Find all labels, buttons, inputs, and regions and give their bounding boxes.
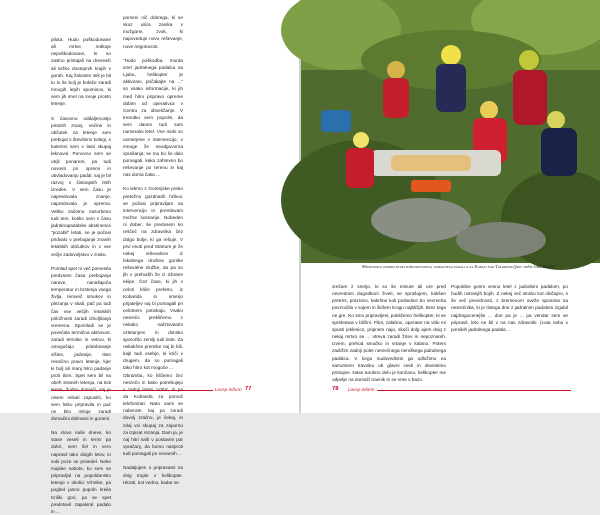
right-column-2 xyxy=(451,283,568,333)
caption-credit: (foto: arhiv GRZ Bohinj) xyxy=(513,264,556,269)
rescue-photo xyxy=(301,0,600,263)
left-column-2 xyxy=(123,14,183,486)
footer-rule xyxy=(51,390,231,391)
left-column-1 xyxy=(51,36,111,515)
left-footer xyxy=(0,384,299,398)
paragraph: Nadaljujem s pripravami na dvig truple v helikopter. Hkrati, kot vedno, kadar se xyxy=(123,465,183,485)
paragraph: Ko letimo z Gorenjske preko pretežno gozdnatih hribov, se počasi pripravljam na intervencijo in premlevam možne scenarije. Nobeden ni dober, še predvsem ko reščeč na zdravnika čez dolgo bolje, ki ga rešuje. V prvi enoti pred Startom je že nekaj reševalcev iz lokalnega društva gorske reševalne službe, da pa so jih v prehodih že iz izbrane ekipe. Čez čase, ki jih v celoti kliče prehitro, iz Kobarida in smerjo prijateljev naj bi pomagali pri celotnem potiskaju. Vsako nesrečo prekličemo z nekako načrtovanim vzletanjem in dimsko sporočilo zemlji tudi tiste. Za nekakšne premike naj bi bili, kajti tudi osebje, ki kriči v drugem, da so pomagali tako hitro kot mogoče ... xyxy=(123,186,183,371)
paragraph: "Hudo poškodba, morda smrt jadralnega padalca na Ljubu, helikopter je aktivirani, pričakajte na ..." so vsako informacije, ki jih med hitro pripravo opreme dobim od operativca v Centru za obveščanje. V trenutku sem popolni, da sem danes tudi sam numeralni letel. Vse mirki so usmerjene v intervencijo, v mnoge že neodgovorna vprašanja: se mu bo še dalo pomagati, kako zahtevno bo reševanje po terenu in kaj nas doma čaka ... xyxy=(123,57,183,178)
right-footer xyxy=(301,384,600,398)
paragraph: pilota. Hudo poškodovane all mrtve, redkoje nepoškodovane, ki so zaslno pristajali na drevesih ali težko dostopnih krajih v gorah. Kaj žalosten stik je bil to in še bolj je boleče zaradi mnogih lepih spominov, ki sem jih imel na svoje prosto letenje. xyxy=(51,37,111,107)
paragraph: pomeni nič dobrega, ki se skoz ulica zanika v možgane, zvok, ki napoveduje novo reševanje, nove negotovost. xyxy=(123,15,183,49)
footer-rule xyxy=(371,390,571,391)
right-page xyxy=(301,0,600,413)
paragraph: Na slovo naše dneve, ko stase veseli in termi pa dobri, sem šel in vero napravil tako dolgih letov, in soki poze se prisedel. Neke majske sobote, ko sem se pripravljal na popoldansko letenje v okolici Vrhnike, pa pogled jasno popoln kreila Kriški gori, pa se spet predstavil zapakiral padalo in ... xyxy=(51,430,111,514)
caption-text: Medicinska oskrba hudo poškodovanega jadralnega padalca na Kobali nad Tolminom xyxy=(362,264,513,269)
left-page xyxy=(0,0,299,514)
page-number: 78 xyxy=(332,386,339,392)
magazine-name: Lovsp-inform xyxy=(215,387,242,392)
right-column-1 xyxy=(332,283,446,383)
paragraph: Obramba, ko kličemo čez nesrečo in kako potrebujejo da Kobarida za pomoč telefonirati. Nato sami se naberate, kaj pa zaradi dovolj zračno, je čekaj, in zdaj vsi skupaj za zaporno za izpisat rezanja. Dam ja, je naj hitri naši v postavim par vpračanj, da bomo nasproti tudi pomagali po nevarnih ... xyxy=(123,372,183,457)
magazine-name: Lovsp-inform xyxy=(348,387,375,392)
paragraph: Popoldne gorim vesno letel z jadralnim padalom, po hudih notranjih bojih. Z nekaj več strahu kot običajno, s še več previdnosti, z bremenom sveže spomina na nesrečnika, ki je tistega dne z jadralnim padalom izgubil najdragocenejše ... dne pa je ... pa vendar sem se pripravil, leto ne bil v na nas zdravniki. (cuta nebo v pomikih jadralnega padala ... xyxy=(451,284,568,332)
paragraph: S časovno oddaljenostjo pristnih znanj, večine in občutek za letenje sem prebujal s številnimi kolegi, s katerimi sem v lasti skupaj leknovol. Ponovno sem se utrjil ponarem, pa tudi novosti pri opremi in obvladovanju padal, saj je bil razvoj v čistnajstih letih izreden. V sem času je napredovala znanje, napredovala je oprema. Veliko začetno nazorbeno tudi tem, kotiko sem v času jadralnopadalske abstinence "pozabil" letati, se je počasi pridvalo v prebujanje znanih letalskih občutkov in v vse večje zadovoljstvo v zraku. xyxy=(51,115,111,257)
page-number: 77 xyxy=(245,386,252,392)
paragraph: srečam z smrtjo, ki so še minute ali ure pred nevrednim dogodkom živeli, se sprašujem, kakšen pretres, praznino, kakršne koli posledice bo nevrecha povzročila v sojem in širšem krogu najbližjih. Brez tega ne gre. Ko smo pripravljeni, pokličemo helikopter, ki se spreletava v bližini. Pilot, zalahno, operater na vitlu mi spusti jeklenico, pripnem najo, skoči dolg ajem dvig z nekaj mrtvo se ... vtreva zaradi žrtev in nepoznanih. Izvem, prehod smučko in vrtanje v kabino. Potem zadržim zadnji polet nesrečnega nemškega jadralnega padalca. V lorgu nudovednimi ga odložimo na samotnem travniku ob glavni cesti in obvestimo pristojne. Nase turobno delo je končano, helikopter me odpelje na domači travnik in se vrne v bazo. xyxy=(332,284,446,383)
paragraph: Pomlad spet ni več pomenila predvsem časa prebujanja narave, nanašajoča temperatur in brstenja vsega življa, temveč smukov in plezanja v skali, pač pa tudi čas vse večjih letalskih priložnosti zaradi izboljšanja vremena. Spomladi se je povečala termična aktivnost, zaradi termike in vetrov, ki omogočajo pridobivanje višine, jadranje, tisto resnično pravo letenje, kjer ki bolj ali manj hitro padanje proti tlom. Spet sem bil na obeh straneh letenja, na tisti nisem mikali zapustiti, ko sem hitko pripravila in pač ne bilo miluje zaradi domačini dolinami in gorami. xyxy=(51,265,111,421)
photo-caption xyxy=(362,264,562,270)
